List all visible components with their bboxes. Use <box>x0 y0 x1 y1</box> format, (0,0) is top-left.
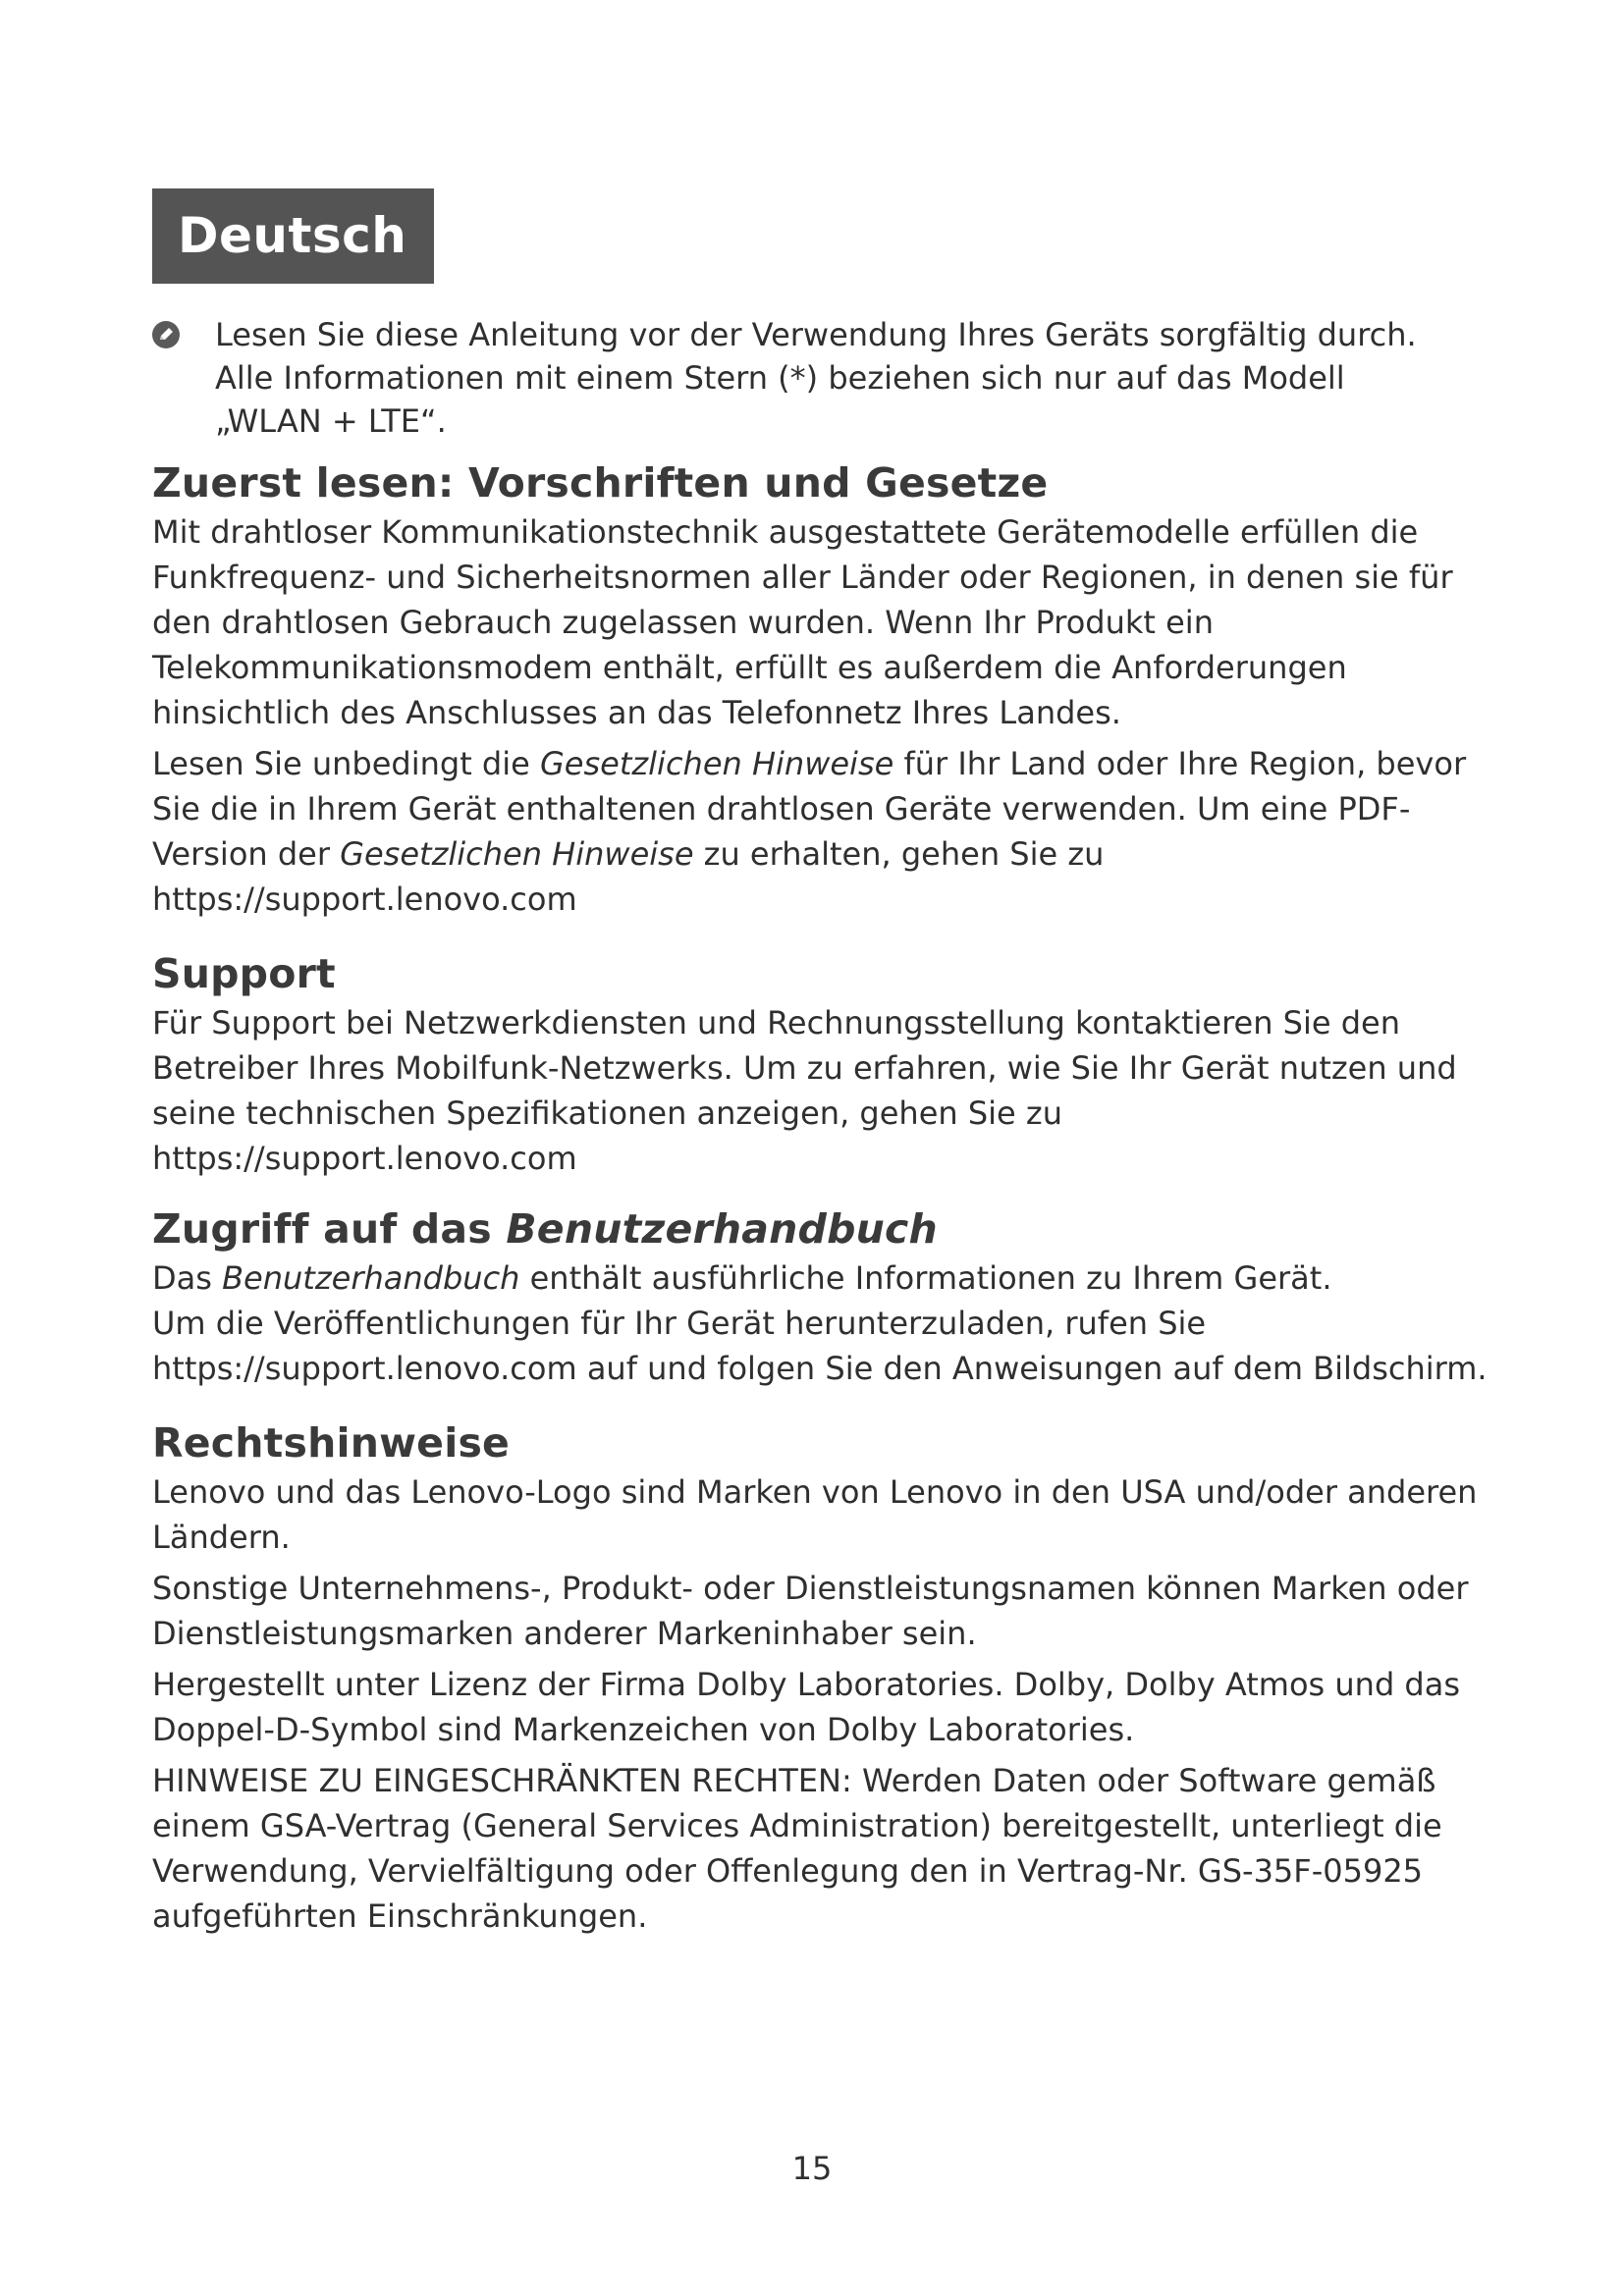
section-regulations <box>152 456 1488 922</box>
text-run: Um die Veröffentlichungen für Ihr Gerät herunterzuladen, rufen Sie https://support.lenovo.com auf und folgen Sie den Anweisungen auf dem Bildschirm. <box>152 1305 1488 1387</box>
emphasis-text: Gesetzlichen Hinweise <box>340 835 694 873</box>
support-url: https://support.lenovo.com <box>152 881 577 918</box>
document-page <box>152 188 1488 1939</box>
paragraph: HINWEISE ZU EINGESCHRÄNKTEN RECHTEN: Werden Daten oder Software gemäß einem GSA-Vertrag (General Services Administration) bereitgestellt, unterliegt die Verwendung, Vervielfältigung oder Offenlegung den in Vertrag-Nr. GS-35F-05925 aufgeführten Einschränkungen. <box>152 1762 1442 1935</box>
page-number: 15 <box>791 2150 833 2187</box>
paragraph <box>152 1000 1488 1181</box>
section-heading: Zuerst lesen: Vorschriften und Gesetze <box>152 459 1049 507</box>
note-line-3: „WLAN + LTE“. <box>215 402 447 440</box>
note-line-2: Alle Informationen mit einem Stern (*) beziehen sich nur auf das Modell <box>215 359 1345 397</box>
emphasis-text: Benutzerhandbuch <box>222 1259 520 1297</box>
paragraph <box>152 1255 1488 1391</box>
support-url: https://support.lenovo.com <box>152 1140 577 1177</box>
paragraph <box>152 741 1488 922</box>
note-line-1: Lesen Sie diese Anleitung vor der Verwendung Ihres Geräts sorgfältig durch. <box>215 316 1417 353</box>
text-run: Lesen Sie unbedingt die <box>152 745 540 782</box>
heading-emphasis: Benutzerhandbuch <box>506 1205 938 1253</box>
paragraph: Lenovo und das Lenovo-Logo sind Marken von Lenovo in den USA und/oder anderen Ländern. <box>152 1473 1478 1556</box>
text-run: für Ihr Land oder Ihre Region, bevor Sie die in Ihrem Gerät enthaltenen drahtlosen Geräte verwenden. Um eine PDF-Version der <box>152 745 1467 873</box>
paragraph: Mit drahtloser Kommunikationstechnik ausgestattete Gerätemodelle erfüllen die Funkfrequenz- und Sicherheitsnormen aller Länder oder Regionen, in denen sie für den drahtlosen Gebrauch zugelassen wurden. Wenn Ihr Produkt ein Telekommunikationsmodem enthält, erfüllt es außerdem die Anforderungen hinsichtlich des Anschlusses an das Telefonnetz Ihres Landes. <box>152 513 1453 731</box>
language-tab: Deutsch <box>152 188 434 284</box>
text-run: Das <box>152 1259 223 1297</box>
text-run: enthält ausführliche Informationen zu Ihrem Gerät. <box>519 1259 1332 1297</box>
pencil-note-icon <box>152 321 180 348</box>
section-support <box>152 947 1488 1181</box>
section-legal <box>152 1416 1488 1939</box>
text-run: Für Support bei Netzwerkdiensten und Rechnungsstellung kontaktieren Sie den Betreiber Ihres Mobilfunk-Netzwerks. Um zu erfahren, wie Sie Ihr Gerät nutzen und seine technischen Spezifikationen anzeigen, gehen Sie zu <box>152 1004 1457 1132</box>
section-user-guide <box>152 1202 1488 1391</box>
text-run: zu erhalten, gehen Sie zu <box>693 835 1105 873</box>
section-heading <box>152 1202 1488 1255</box>
heading-text: Zugriff auf das <box>152 1205 507 1253</box>
note-block <box>152 313 1488 443</box>
section-heading: Support <box>152 950 336 997</box>
paragraph: Hergestellt unter Lizenz der Firma Dolby Laboratories. Dolby, Dolby Atmos und das Doppel-D-Symbol sind Markenzeichen von Dolby Laboratories. <box>152 1666 1461 1748</box>
section-heading: Rechtshinweise <box>152 1419 511 1467</box>
emphasis-text: Gesetzlichen Hinweise <box>539 745 894 782</box>
paragraph: Sonstige Unternehmens-, Produkt- oder Dienstleistungsnamen können Marken oder Dienstleistungsmarken anderer Markeninhaber sein. <box>152 1570 1469 1652</box>
